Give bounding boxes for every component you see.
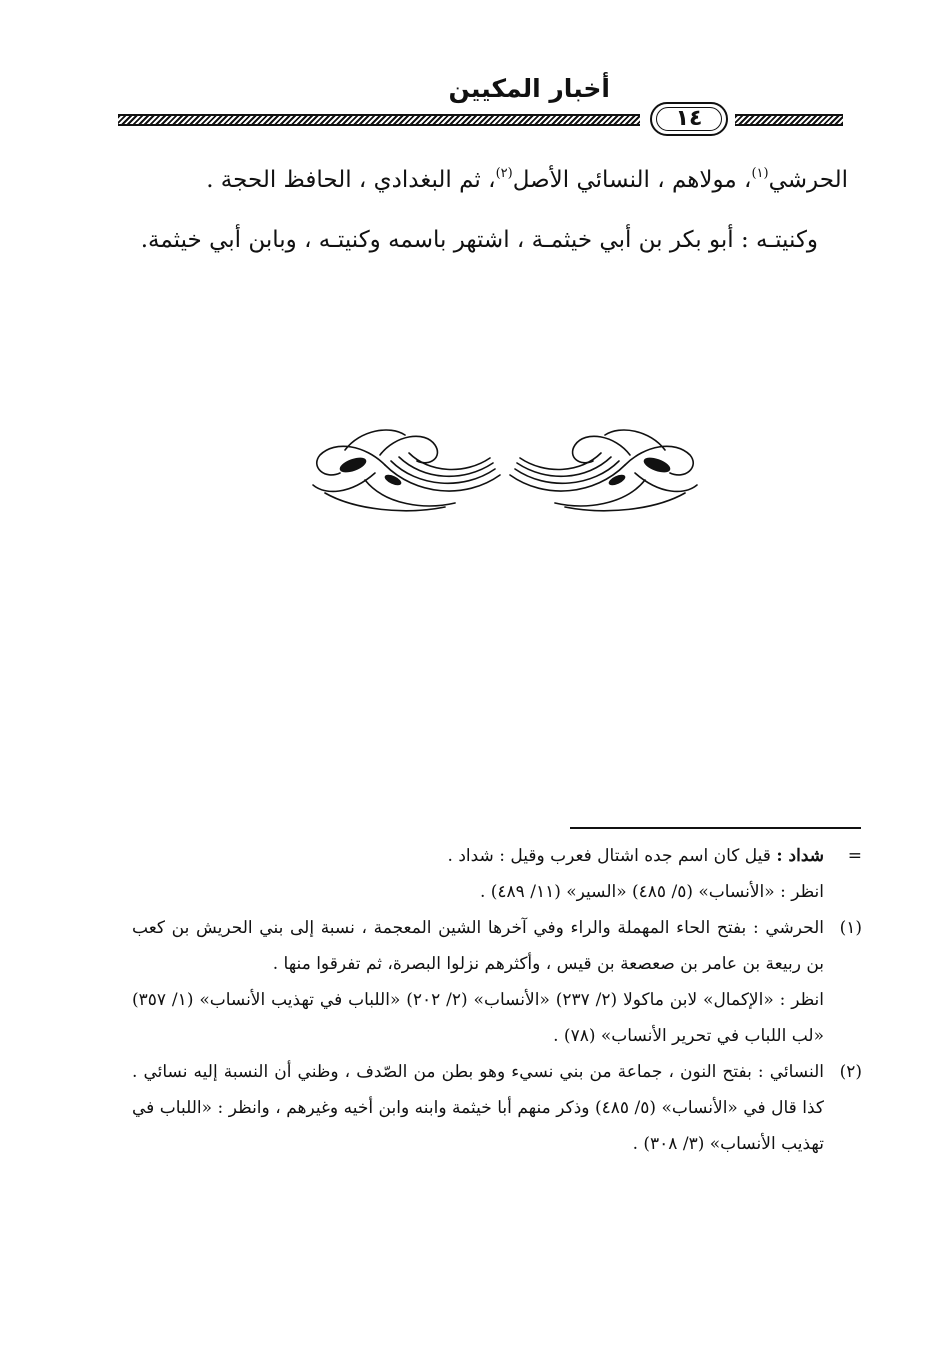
continuation-reference: انظر : «الأنساب» (٥/ ٤٨٥) «السير» (١١/ ٤٨٩) . (479, 882, 824, 902)
para1-part3: ، ثم البغدادي ، الحافظ الحجة . (206, 167, 496, 193)
running-title: أخبار المكيين (448, 74, 610, 103)
footnote-1-reference: انظر : «الإكمال» لابن ماكولا (٢/ ٢٣٧) «الأنساب» (٢/ ٢٠٢) «اللباب في تهذيب الأنساب» (١/ ٣٥٧) «لب اللباب في تحرير الأنساب» (٧٨) . (132, 990, 825, 1046)
main-text (118, 150, 848, 270)
footnote-1-text: الحرشي : بفتح الحاء المهملة والراء وفي آخرها الشين المعجمة ، نسبة إلى بني الحريش بن كعب بن ربيعة بن عامر بن صعصعة بن قيس ، وأكثرهم نزلوا البصرة، ثم تفرقوا منها . (132, 918, 824, 974)
paragraph-2: وكنيتـه : أبو بكر بن أبي خيثمـة ، اشتهر باسمه وكنيتـه ، وبابن أبي خيثمة. (140, 227, 818, 253)
footnote-1-marker: (١) (839, 918, 862, 938)
continuation-text: قيل كان اسم جده اشتال فعرب وقيل : شداد . (447, 846, 771, 866)
footnotes (132, 838, 862, 1162)
decorative-ornament-icon (305, 425, 705, 515)
footnote-ref-2: (٢) (495, 166, 513, 181)
footnote-1 (132, 910, 862, 1054)
footnote-separator (570, 827, 861, 829)
header-rule-left (118, 114, 640, 126)
footnote-2-text: النسائي : بفتح النون ، جماعة من بني نسيء وهو بطن من الصّدف ، وظني أن النسبة إليه نسائي . كذا قال في «الأنساب» (٥/ ٤٨٥) وذكر منهم أبا خيثمة وابنه وابن أخيه وغيرهم ، وانظر : «اللباب في تهذيب الأنساب» (٣/ ٣٠٨) . (132, 1062, 824, 1154)
para1-part2: ، مولاهم ، النسائي الأصل (512, 167, 752, 193)
footnote-continuation (132, 838, 862, 910)
continuation-marker: = (847, 846, 862, 866)
header-rule-right (735, 114, 843, 126)
para1-part1: الحرشي (768, 167, 848, 193)
footnote-ref-1: (١) (751, 166, 769, 181)
continuation-line (132, 838, 824, 874)
continuation-bold-term: شداد : (776, 846, 824, 866)
page-number-frame (650, 102, 728, 136)
footnote-2-marker: (٢) (839, 1062, 862, 1082)
paragraph-1 (118, 150, 848, 210)
footnote-2 (132, 1054, 862, 1162)
page-number: ١٤ (675, 106, 703, 131)
